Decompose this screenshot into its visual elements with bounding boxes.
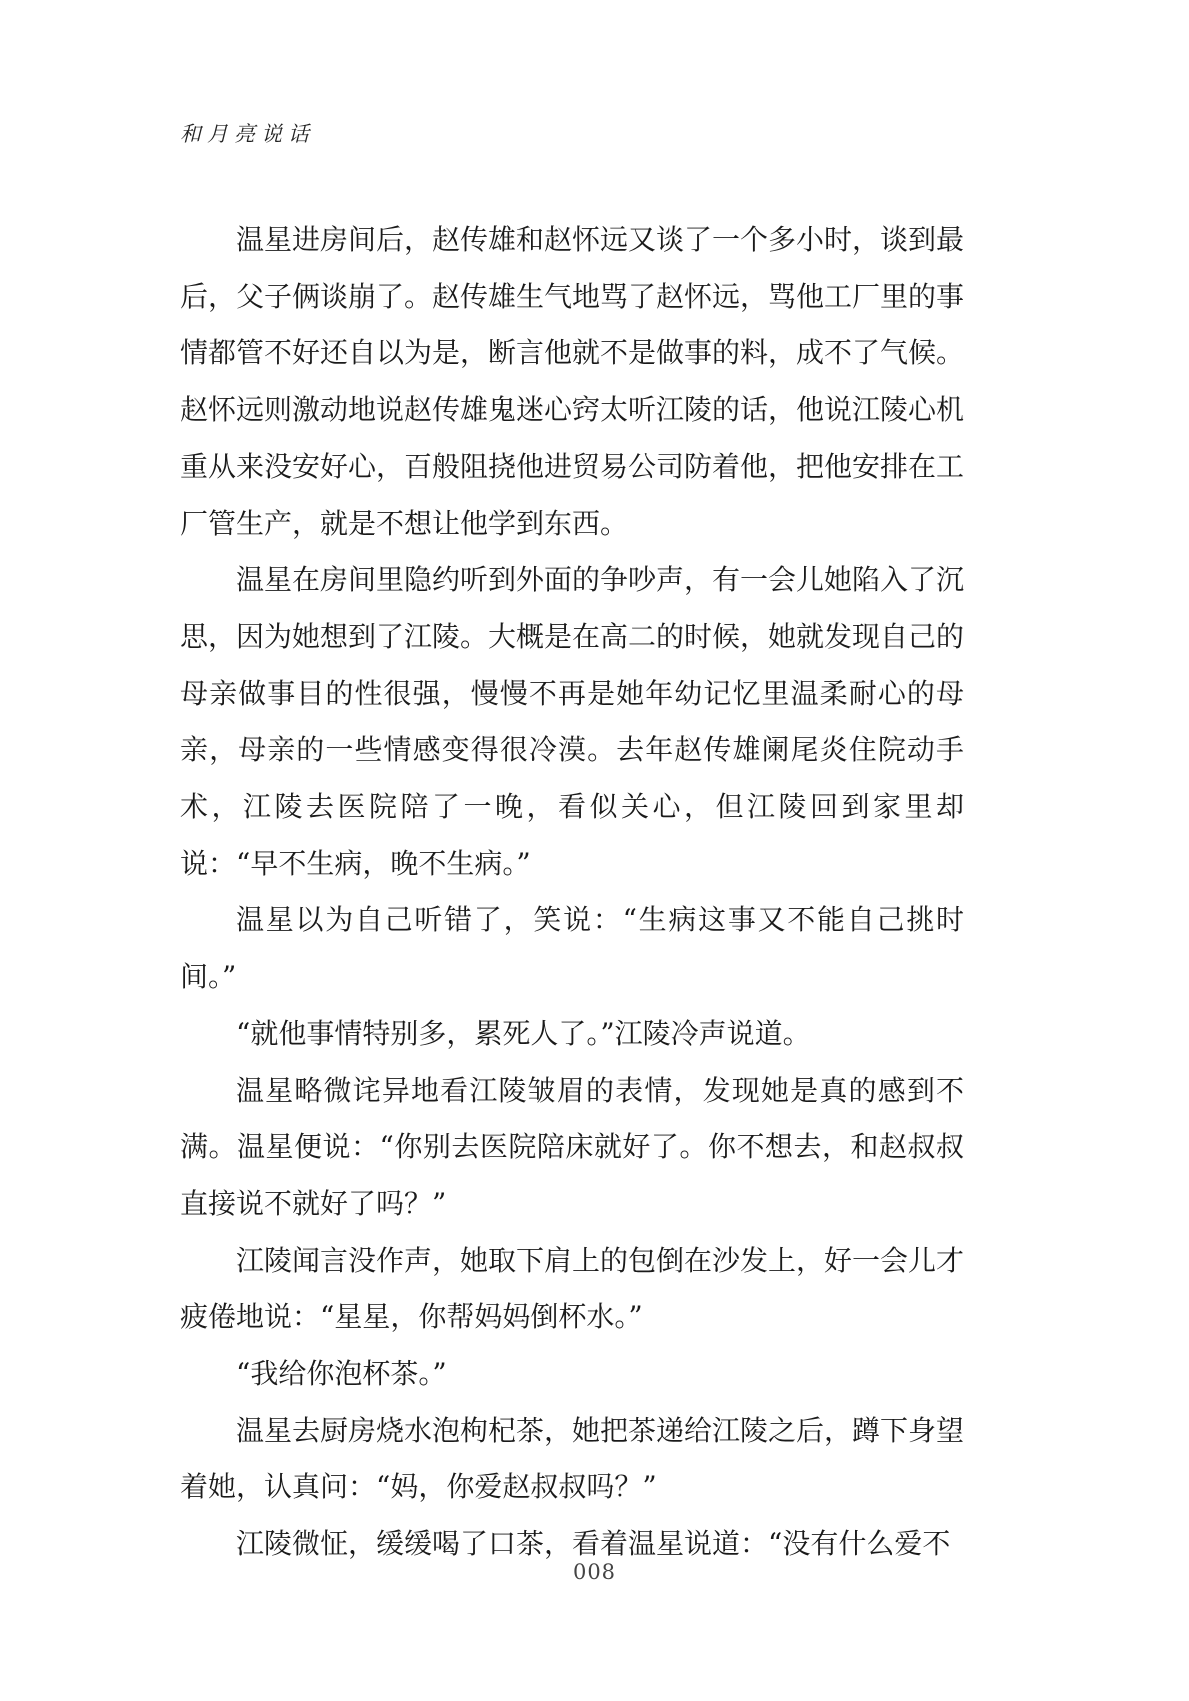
body-text [180,212,964,1573]
paragraph: 江陵微怔，缓缓喝了口茶，看着温星说道：“没有什么爱不 [236,1527,951,1561]
paragraph: 温星在房间里隐约听到外面的争吵声，有一会儿她陷入了沉思，因为她想到了江陵。大概是在高二的时候，她就发现自己的母亲做事目的性很强，慢慢不再是她年幼记忆里温柔耐心的母亲，母亲的一些情感变得很冷漠。去年赵传雄阑尾炎住院动手术，江陵去医院陪了一晚，看似关心，但江陵回到家里却说：“早不生病，晚不生病。” [180,563,965,880]
paragraph: “就他事情特别多，累死人了。”江陵冷声说道。 [236,1016,811,1050]
running-header-title: 和月亮说话 [180,122,315,146]
paragraph: 温星进房间后，赵传雄和赵怀远又谈了一个多小时，谈到最后，父子俩谈崩了。赵传雄生气地骂了赵怀远，骂他工厂里的事情都管不好还自以为是，断言他就不是做事的料，成不了气候。赵怀远则激动地说赵传雄鬼迷心窍太听江陵的话，他说江陵心机重从来没安好心，百般阻挠他进贸易公司防着他，把他安排在工厂管生产，就是不想让他学到东西。 [180,223,965,540]
paragraph: 江陵闻言没作声，她取下肩上的包倒在沙发上，好一会儿才疲倦地说：“星星，你帮妈妈倒杯水。” [180,1243,965,1334]
paragraph: 温星以为自己听错了，笑说：“生病这事又不能自己挑时间。” [180,903,964,994]
paragraph: 温星略微诧异地看江陵皱眉的表情，发现她是真的感到不满。温星便说：“你别去医院陪床就好了。你不想去，和赵叔叔直接说不就好了吗？” [180,1073,964,1220]
page-number: 008 [572,1560,617,1584]
paragraph: “我给你泡杯茶。” [236,1357,447,1391]
paragraph: 温星去厨房烧水泡枸杞茶，她把茶递给江陵之后，蹲下身望着她，认真问：“妈，你爱赵叔叔吗？” [180,1413,965,1504]
